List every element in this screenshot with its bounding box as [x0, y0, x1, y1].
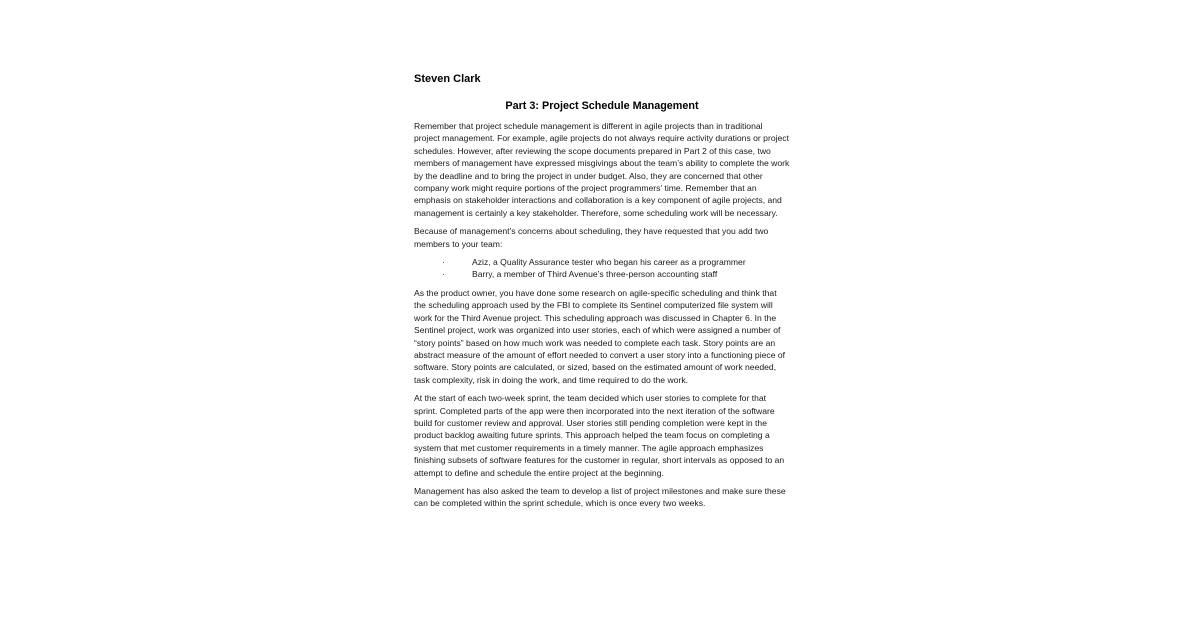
document-title: Part 3: Project Schedule Management — [505, 100, 699, 112]
list-item — [414, 268, 790, 280]
paragraph-sprint: At the start of each two-week sprint, the team decided which user stories to complete for that sprint. Completed parts of the app were then incorporated into the next iteration of the software build for customer review and approval. User stories still pending completion were kept in the product backlog awaiting future sprints. This approach helped the team focus on completing a system that met customer requirements in a timely manner. The agile approach emphasizes finishing subsets of software features for the customer in regular, short intervals as opposed to an attempt to define and schedule the entire project at the beginning. — [414, 393, 785, 478]
author-name: Steven Clark — [414, 73, 481, 85]
team-members-list — [414, 256, 790, 281]
paragraph-team-request: Because of management’s concerns about scheduling, they have requested that you add two members to your team: — [414, 226, 769, 249]
paragraph-milestones: Management has also asked the team to develop a list of project milestones and make sure these can be completed within the sprint schedule, which is once every two weeks. — [414, 485, 786, 509]
list-item — [414, 256, 790, 268]
paragraph-sentinel: As the product owner, you have done some research on agile-specific scheduling and think that the scheduling approach used by the FBI to complete its Sentinel computerized file system will work for the Third Avenue project. This scheduling approach was discussed in Chapter 6. In the Sentinel project, work was organized into user stories, each of which were assigned a number of “story points” based on how much work was needed to complete each task. Story points are an abstract measure of the amount of effort needed to convert a user story into a functioning piece of software. Story points are calculated, or sized, based on the estimated amount of work needed, task complexity, risk in doing the work, and time required to do the work. — [414, 287, 786, 385]
bullet-icon: · — [442, 269, 445, 280]
list-item-text: Barry, a member of Third Avenue’s three-person accounting staff — [472, 269, 718, 280]
bullet-icon: · — [442, 257, 445, 268]
paragraph-intro: Remember that project schedule management is different in agile projects than in traditional project management. For example, agile projects do not always require activity durations or project schedules. However, after reviewing the scope documents prepared in Part 2 of this case, two members of management have expressed misgivings about the team’s ability to complete the work by the deadline and to bring the project in under budget. Also, they are concerned that other company work might require portions of the project programmers’ time. Remember that an emphasis on stakeholder interactions and collaboration is a key component of agile projects, and management is certainly a key stakeholder. Therefore, some scheduling work will be necessary. — [414, 121, 790, 218]
list-item-text: Aziz, a Quality Assurance tester who began his career as a programmer — [472, 257, 746, 268]
document-body — [414, 72, 790, 516]
